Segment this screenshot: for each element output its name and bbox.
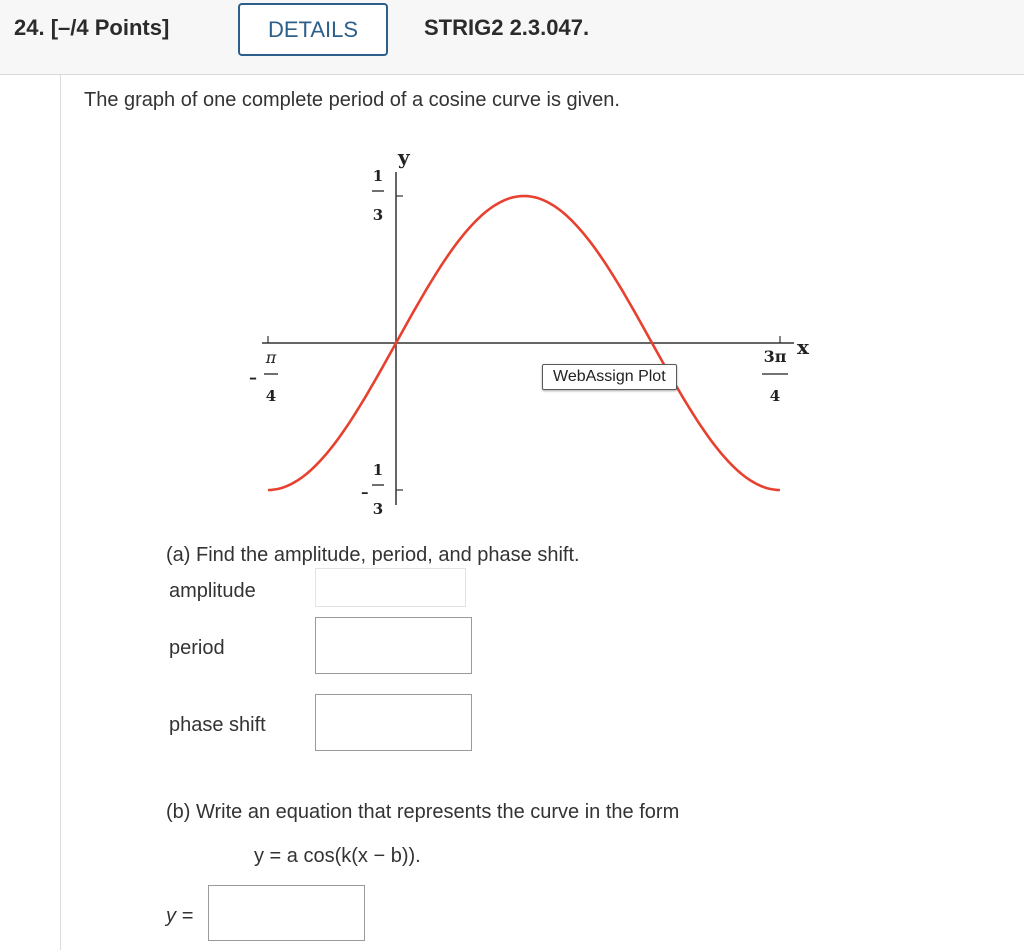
x-tick-neg-den: 4	[265, 387, 277, 405]
details-button[interactable]: DETAILS	[238, 3, 388, 56]
y-tick-pos-den: 3	[372, 206, 384, 224]
y-tick-pos-num: 1	[372, 167, 384, 185]
x-tick-pos-num: 3π	[763, 347, 787, 366]
equation-form: y = a cos(k(x − b)).	[254, 845, 421, 867]
part-a-instruction: (a) Find the amplitude, period, and phase shift.	[166, 544, 580, 566]
y-tick-neg-den: 3	[372, 500, 384, 518]
part-b-instruction: (b) Write an equation that represents the curve in the form	[166, 801, 680, 823]
amplitude-label: amplitude	[169, 580, 256, 602]
question-prompt: The graph of one complete period of a cosine curve is given.	[84, 89, 620, 111]
y-tick-neg-num: 1	[372, 461, 384, 479]
question-number: 24. [–/4 Points]	[14, 15, 170, 40]
x-axis-label: x	[797, 335, 809, 359]
equation-input[interactable]	[208, 885, 365, 941]
period-input[interactable]	[315, 617, 472, 674]
phase-shift-label: phase shift	[169, 714, 266, 736]
x-tick-neg-num: π	[265, 348, 277, 367]
x-tick-pos-den: 4	[769, 387, 781, 405]
y-equals-label: y =	[166, 905, 194, 927]
y-axis-label: y	[398, 145, 410, 169]
question-id: STRIG2 2.3.047.	[424, 15, 590, 40]
plot-caption: WebAssign Plot	[542, 364, 677, 390]
period-label: period	[169, 637, 225, 659]
x-tick-neg-sign: –	[249, 368, 257, 387]
y-tick-neg-sign: –	[361, 483, 369, 501]
amplitude-input[interactable]	[315, 568, 466, 607]
phase-shift-input[interactable]	[315, 694, 472, 751]
